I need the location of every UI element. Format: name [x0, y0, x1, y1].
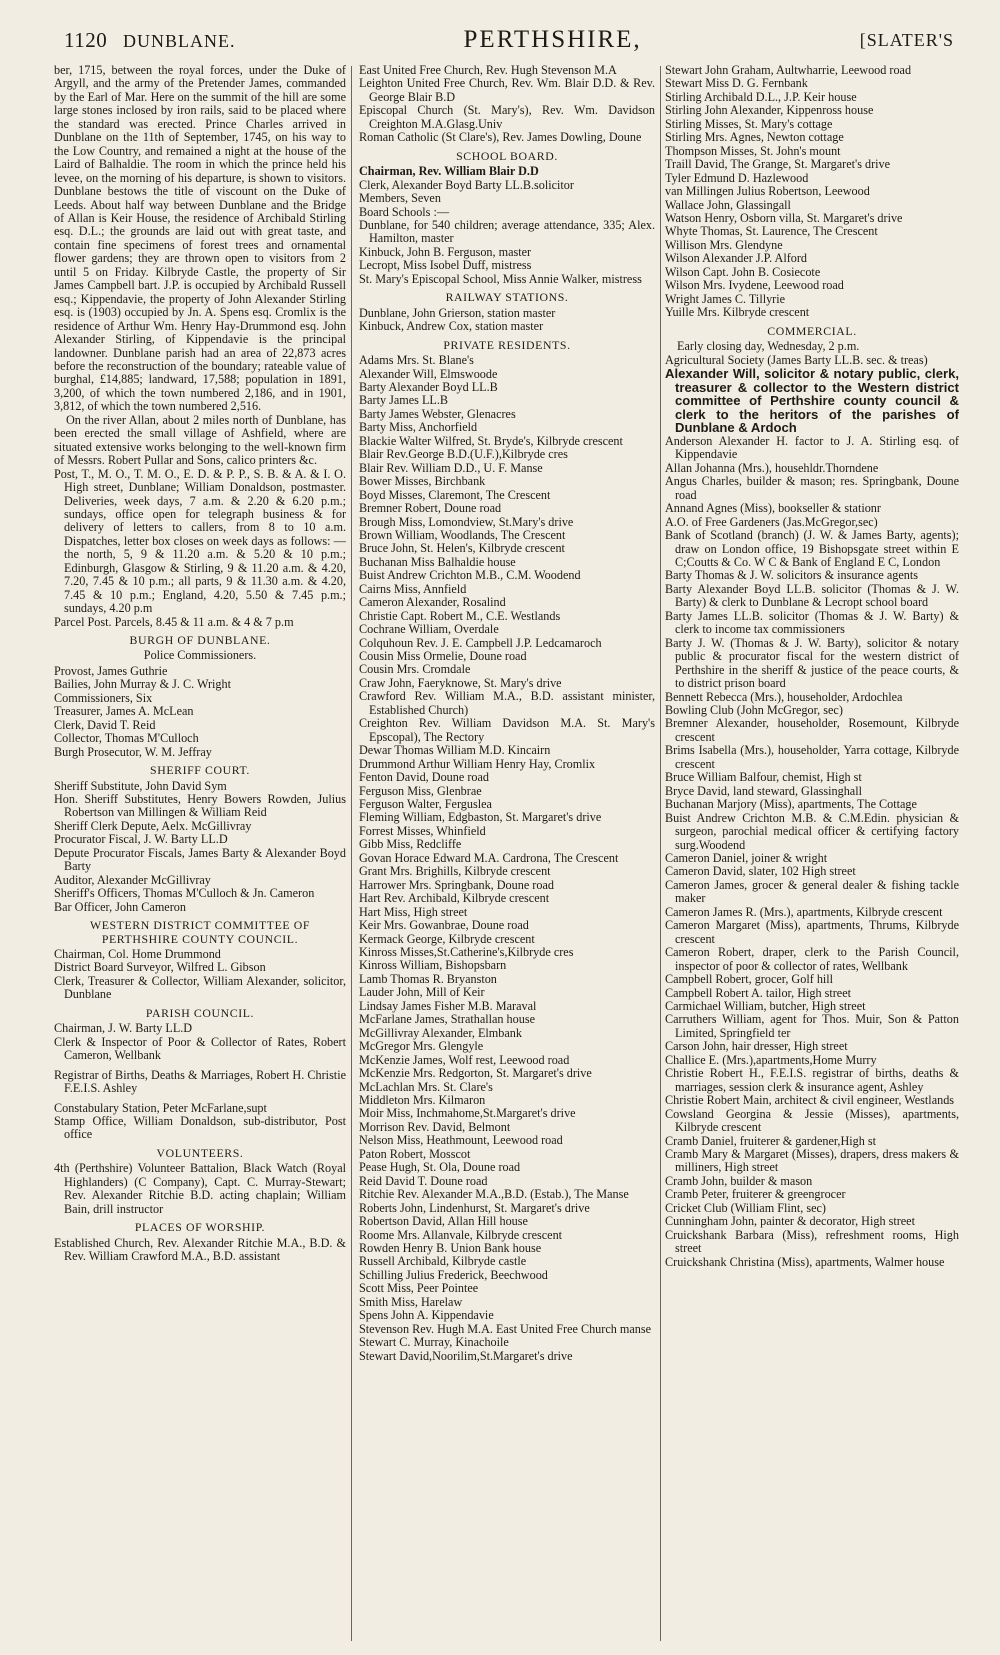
list-entry: McFarlane James, Strathallan house — [359, 1012, 535, 1027]
post-office-entry: Post, T., M. O., T. M. O., E. D. & P. P., S. B. & A. & I. O. High street, Dunblane; William Donaldson, postmaster. Deliveries, week days, 7 a.m. & 2.20 & 6.20 p.m.; sundays, office open for telegraph business & for delivery of letters to callers, from 8 to 10 a.m. Dispatches, letter box closes on week days as follows: —the north, 5, 9 & 11.20 a.m. & 5.20 & 10 p.m.; Edinburgh, Glasgow & Stirling, 9 & 11.20 a.m. & 4.20, 7.20, 7.45 & 10 p.m.; all parts, 9 & 11.30 a.m. & 4.20, 7.45 & 10 p.m.; England, 4.20, 5.50 & 7.45 p.m.; sundays, 4.20 p.m — [54, 466, 346, 616]
page-header — [64, 20, 954, 60]
list-entry: Cowsland Georgina & Jessie (Misses), apartments, Kilbryde crescent — [665, 1106, 959, 1135]
list-entry: Ritchie Rev. Alexander M.A.,B.D. (Estab.), The Manse — [359, 1187, 629, 1202]
column-2 — [359, 64, 655, 1644]
header-left — [64, 28, 245, 53]
list-entry: Lindsay James Fisher M.B. Maraval — [359, 998, 537, 1013]
list-entry: Stewart David,Noorilim,St.Margaret's drive — [359, 1348, 573, 1363]
list-entry: Lamb Thomas R. Bryanston — [359, 971, 497, 986]
list-entry: Bryce David, land steward, Glassinghall — [665, 783, 862, 798]
list-entry: Stirling Misses, St. Mary's cottage — [665, 116, 833, 131]
list-entry: Sheriff Clerk Depute, Aelx. McGillivray — [54, 818, 252, 833]
section-heading: COMMERCIAL. — [767, 323, 857, 338]
list-entry: Brough Miss, Lomondview, St.Mary's drive — [359, 514, 574, 529]
list-entry: Christie Robert Main, architect & civil engineer, Westlands — [665, 1093, 955, 1108]
list-entry: Blair Rev. William D.D., U. F. Manse — [359, 460, 543, 475]
list-entry: Colquhoun Rev. J. E. Campbell J.P. Ledcamaroch — [359, 635, 602, 650]
list-entry: Alexander Will, Elmswoode — [359, 366, 498, 381]
early-closing-entry: Early closing day, Wednesday, 2 p.m. — [677, 339, 860, 354]
list-entry: Ferguson Walter, Ferguslea — [359, 797, 492, 812]
list-entry: Bar Officer, John Cameron — [54, 899, 186, 914]
list-entry: Agricultural Society (James Barty LL.B. sec. & treas) — [665, 352, 928, 367]
list-entry: Cunningham John, painter & decorator, High street — [665, 1214, 915, 1229]
section-heading: PRIVATE RESIDENTS. — [443, 337, 571, 352]
list-entry: Chairman, Rev. William Blair D.D — [359, 164, 539, 179]
list-entry: Blackie Walter Wilfred, St. Bryde's, Kilbryde crescent — [359, 433, 623, 448]
list-entry: Clerk, Treasurer & Collector, William Alexander, solicitor, Dunblane — [54, 973, 346, 1002]
list-entry: McKenzie James, Wolf rest, Leewood road — [359, 1052, 570, 1067]
section-heading: PLACES OF WORSHIP. — [134, 1220, 266, 1235]
list-entry: Campbell Robert, grocer, Golf hill — [665, 972, 834, 987]
list-entry: Cameron David, slater, 102 High street — [665, 864, 856, 879]
private-residents-list — [359, 354, 655, 1363]
publisher-name: [SLATER'S — [859, 29, 954, 50]
list-entry: Cramb Peter, fruiterer & greengrocer — [665, 1187, 846, 1202]
list-entry: Wallace John, Glassingall — [665, 197, 791, 212]
list-entry: Morrison Rev. David, Belmont — [359, 1119, 511, 1134]
history-paragraph: ber, 1715, between the royal forces, under the Duke of Argyll, and the army of the Pretender James, commanded by the Earl of Mar. Here on the summit of the hill are some large stones inclosed by iron rails, said to be placed where the standard was erected. Prince Charles arrived in Dunblane on the 11th of September, 1745, on his way to the Low Country, and remained a night at the house of the Laird of Balhaldie. The room in which the prince held his levee, on the morning of his departure, is shown to visitors. Dunblane bestows the title of viscount on the Duke of Leeds. About half way between Dunblane and the Bridge of Allan is Keir House, the residence of Archibald Stirling esq. D.L.; the grounds are laid out with great taste, and contain fine specimens of forest trees and ornamental flower gardens; they are thrown open to visitors from 2 until 5 on Friday. Kilbryde Castle, the property of Sir James Campbell bart. J.P. is occupied by Archibald Russell esq.; Kippendavie, the property of John Alexander Stirling esq. is (1903) occupied by Jn. A. Spens esq. Cromlix is the residence of Arthur Wm. Henry Hay-Drummond esq. John Alexander Stirling, of Kippendavie is the principal landowner. Dunblane parish had an area of 22,873 acres before the reconstruction of the boundary; rateable value of burghal, £14,885; landward, 17,588; population in 1891, 3,200, of which the town numbered 2,186, and in 1901, 3,812, of which the town numbered 2,516. — [54, 64, 346, 414]
list-entry: Fenton David, Doune road — [359, 770, 489, 785]
list-entry: Nelson Miss, Heathmount, Leewood road — [359, 1133, 563, 1148]
county-title: PERTHSHIRE, — [463, 26, 642, 53]
list-entry: Barty Thomas & J. W. solicitors & insurance agents — [665, 568, 918, 583]
list-entry: Hon. Sheriff Substitutes, Henry Bowers Rowden, Julius Robertson van Millingen & William Reid — [54, 792, 346, 820]
list-entry: Creighton Rev. William Davidson M.A. St. Mary's Epscopal), The Rectory — [359, 716, 655, 744]
list-entry: Schilling Julius Frederick, Beechwood — [359, 1267, 548, 1282]
list-entry: McGillivray Alexander, Elmbank — [359, 1025, 522, 1040]
list-entry: Cairns Miss, Annfield — [359, 581, 467, 596]
list-entry: Rowden Henry B. Union Bank house — [359, 1240, 542, 1255]
list-entry: A.O. of Free Gardeners (Jas.McGregor,sec) — [665, 514, 878, 529]
list-entry: Keir Mrs. Gowanbrae, Doune road — [359, 918, 529, 933]
list-entry: Kinbuck, Andrew Cox, station master — [359, 319, 544, 334]
section-heading: SHERIFF COURT. — [150, 763, 250, 778]
list-entry: Barty James LL.B — [359, 393, 449, 408]
list-entry: Dunblane, for 540 children; average attendance, 335; Alex. Hamilton, master — [359, 217, 655, 246]
list-entry: Bank of Scotland (branch) (J. W. & James Barty, agents); draw on London office, 19 Bishopsgate street within E C;Coutts & Co. W C & Bank of England E C, London — [665, 528, 959, 570]
list-entry: Cochrane William, Overdale — [359, 622, 499, 637]
list-entry: Wilson Mrs. Ivydene, Leewood road — [665, 278, 844, 293]
list-entry: Depute Procurator Fiscals, James Barty & Alexander Boyd Barty — [54, 845, 346, 874]
section-subheading: Police Commissioners. — [143, 648, 257, 663]
list-entry: Adams Mrs. St. Blane's — [359, 353, 474, 368]
list-entry: Carruthers William, agent for Thos. Muir, Son & Patton Limited, Springfield ter — [665, 1012, 959, 1040]
list-entry: Spens John A. Kippendavie — [359, 1308, 494, 1323]
worship-entry: Established Church, Rev. Alexander Ritchie M.A., B.D. & Rev. William Crawford M.A., B.D. assistant — [54, 1235, 346, 1264]
section-heading: BURGH OF DUNBLANE. — [129, 633, 271, 648]
list-entry: Bruce William Balfour, chemist, High st — [665, 770, 862, 785]
list-entry: Moir Miss, Inchmahome,St.Margaret's drive — [359, 1106, 576, 1121]
list-entry: Stewart Miss D. G. Fernbank — [665, 76, 808, 91]
list-entry: Sheriff's Officers, Thomas M'Culloch & Jn. Cameron — [54, 886, 315, 901]
list-entry: Whyte Thomas, St. Laurence, The Crescent — [665, 224, 878, 239]
list-entry: Angus Charles, builder & mason; res. Springbank, Doune road — [665, 474, 959, 502]
list-entry: Bowling Club (John McGregor, sec) — [665, 703, 843, 717]
list-entry: Christie Capt. Robert M., C.E. Westlands — [359, 608, 561, 623]
list-entry: Cramb Mary & Margaret (Misses), drapers, dress makers & milliners, High street — [665, 1146, 959, 1175]
list-entry: Fleming William, Edgbaston, St. Margaret's drive — [359, 810, 602, 825]
list-entry: McGregor Mrs. Glengyle — [359, 1039, 484, 1054]
section-heading: VOLUNTEERS. — [156, 1145, 244, 1160]
list-entry: Cousin Mrs. Cromdale — [359, 662, 471, 677]
list-entry: Blair Rev.George B.D.(U.F.),Kilbryde cres — [359, 447, 568, 462]
list-entry: Hart Miss, High street — [359, 904, 468, 919]
list-entry: Cameron Alexander, Rosalind — [359, 595, 506, 610]
list-entry: Watson Henry, Osborn villa, St. Margaret's drive — [665, 210, 903, 225]
page-number: 1120 — [64, 27, 108, 52]
section-heading: RAILWAY STATIONS. — [445, 290, 569, 305]
list-entry: Buchanan Miss Balhaldie house — [359, 554, 516, 569]
list-entry: Stamp Office, William Donaldson, sub-distributor, Post office — [54, 1113, 346, 1142]
list-entry: Barty James LL.B. solicitor (Thomas & J. W. Barty) & clerk to income tax commissioners — [665, 608, 959, 637]
worship-list — [359, 64, 655, 145]
list-entry: McKenzie Mrs. Redgorton, St. Margaret's drive — [359, 1066, 592, 1081]
list-entry: Auditor, Alexander McGillivray — [54, 872, 211, 887]
registrar-entry: Registrar of Births, Deaths & Marriages, Robert H. Christie F.E.I.S. Ashley — [54, 1067, 346, 1096]
volunteers-entry: 4th (Perthshire) Volunteer Battalion, Black Watch (Royal Highlanders) (C Company), Capt. C. Murray-Stewart; Rev. Alexander Ritchie B.D. acting chaplain; William Bain, drill instructor — [54, 1161, 346, 1216]
list-entry: Dewar Thomas William M.D. Kincairn — [359, 743, 551, 758]
list-entry: Wilson Alexander J.P. Alford — [665, 251, 808, 266]
list-entry: Cameron Daniel, joiner & wright — [665, 850, 828, 865]
list-entry: Grant Mrs. Brighills, Kilbryde crescent — [359, 864, 551, 879]
ashfield-paragraph: On the river Allan, about 2 miles north of Dunblane, has been erected the small village of Ashfield, where are situated extensive works belonging to the well-known firm of Messrs. Robert Pullar and Sons, calico printers &c. — [54, 412, 346, 468]
list-entry: Anderson Alexander H. factor to J. A. Stirling esq. of Kippendavie — [665, 433, 959, 462]
list-entry: Treasurer, James A. McLean — [54, 704, 194, 719]
list-entry: Stevenson Rev. Hugh M.A. East United Free Church manse — [359, 1321, 651, 1336]
list-entry: Cameron Margaret (Miss), apartments, Thrums, Kilbryde crescent — [665, 918, 959, 946]
list-entry: Buchanan Marjory (Miss), apartments, The Cottage — [665, 797, 917, 812]
list-entry: Roman Catholic (St Clare's), Rev. James Dowling, Doune — [359, 130, 642, 145]
list-entry: Bennett Rebecca (Mrs.), householder, Ardochlea — [665, 689, 903, 704]
list-entry: Barty Miss, Anchorfield — [359, 420, 478, 435]
list-entry: Barty James Webster, Glenacres — [359, 406, 516, 421]
list-entry: Leighton United Free Church, Rev. Wm. Blair D.D. & Rev. George Blair B.D — [359, 76, 655, 104]
column-rule — [351, 66, 352, 1641]
list-entry: Traill David, The Grange, St. Margaret's drive — [665, 157, 891, 172]
list-entry: Dunblane, John Grierson, station master — [359, 305, 556, 320]
list-entry: Annand Agnes (Miss), bookseller & stationr — [665, 501, 881, 516]
section-heading: SCHOOL BOARD. — [456, 148, 558, 163]
list-entry: Lauder John, Mill of Keir — [359, 985, 485, 1000]
list-entry: Constabulary Station, Peter McFarlane,supt — [54, 1100, 267, 1115]
list-entry: Board Schools :— — [359, 204, 450, 219]
list-entry: Hart Rev. Archibald, Kilbryde crescent — [359, 891, 550, 906]
list-entry: Wright James C. Tillyrie — [665, 291, 786, 306]
list-entry: Reid David T. Doune road — [359, 1173, 488, 1188]
list-entry: Stirling John Alexander, Kippenross house — [665, 103, 874, 118]
list-entry: Alexander Will, solicitor & notary public, clerk, treasurer & collector to the Western district committee of Perthshire county council & clerk to the heritors of the parishes of Dunblane & Ardoch — [665, 365, 959, 436]
list-entry: Chairman, Col. Home Drummond — [54, 947, 221, 961]
list-entry: Harrower Mrs. Springbank, Doune road — [359, 877, 554, 892]
list-entry: Collector, Thomas M'Culloch — [54, 731, 199, 746]
list-entry: Bremner Robert, Doune road — [359, 501, 502, 516]
list-entry: Pease Hugh, St. Ola, Doune road — [359, 1160, 521, 1175]
column-rule — [660, 66, 661, 1641]
list-entry: Members, Seven — [359, 191, 441, 206]
list-entry: Willison Mrs. Glendyne — [665, 237, 783, 252]
list-entry: McLachlan Mrs. St. Clare's — [359, 1079, 493, 1094]
list-entry: Stirling Archibald D.L., J.P. Keir house — [665, 89, 857, 104]
school-board-list — [359, 165, 655, 286]
section-heading: WESTERN DISTRICT COMMITTEE OF PERTHSHIRE COUNTY COUNCIL. — [89, 918, 311, 946]
list-entry: Clerk, Alexander Boyd Barty LL.B.solicitor — [359, 177, 574, 192]
list-entry: Brims Isabella (Mrs.), householder, Yarra cottage, Kilbryde crescent — [665, 743, 959, 771]
list-entry: Smith Miss, Harelaw — [359, 1294, 463, 1309]
list-entry: Cameron James, grocer & general dealer & fishing tackle maker — [665, 877, 959, 906]
list-entry: Boyd Misses, Claremont, The Crescent — [359, 487, 551, 502]
list-entry: Commissioners, Six — [54, 690, 153, 705]
list-entry: Wilson Capt. John B. Cosiecote — [665, 264, 821, 279]
list-entry: Robertson David, Allan Hill house — [359, 1214, 528, 1229]
list-entry: Cameron James R. (Mrs.), apartments, Kilbryde crescent — [665, 904, 943, 919]
place-name: DUNBLANE. — [122, 30, 236, 51]
list-entry: Campbell Robert A. tailor, High street — [665, 985, 852, 1000]
list-entry: Roberts John, Lindenhurst, St. Margaret's drive — [359, 1200, 590, 1215]
list-entry: Roome Mrs. Allanvale, Kilbryde crescent — [359, 1227, 563, 1242]
list-entry: Russell Archibald, Kilbryde castle — [359, 1254, 527, 1269]
list-entry: Procurator Fiscal, J. W. Barty LL.D — [54, 832, 228, 847]
list-entry: Ferguson Miss, Glenbrae — [359, 783, 482, 798]
list-entry: Drummond Arthur William Henry Hay, Cromlix — [359, 756, 596, 771]
parcel-post-entry: Parcel Post. Parcels, 8.45 & 11 a.m. & 4 & 7 p.m — [54, 614, 294, 629]
list-entry: Paton Robert, Mosscot — [359, 1146, 471, 1161]
list-entry: Stirling Mrs. Agnes, Newton cottage — [665, 130, 844, 145]
list-entry: Cramb John, builder & mason — [665, 1173, 813, 1188]
list-entry: Crawford Rev. William M.A., B.D. assistant minister, Established Church) — [359, 689, 655, 717]
list-entry: Barty J. W. (Thomas & J. W. Barty), solicitor & notary public & procurator fiscal for the western district of Perthshire in the sheriff & justice of the peace courts, & to district prison board — [665, 635, 959, 691]
list-entry: Bailies, John Murray & J. C. Wright — [54, 677, 232, 692]
list-entry: Clerk, David T. Reid — [54, 717, 156, 732]
list-entry: Cramb Daniel, fruiterer & gardener,High st — [665, 1133, 877, 1148]
list-entry: Stewart John Graham, Aultwharrie, Leewood road — [665, 64, 912, 77]
list-entry: Gibb Miss, Redcliffe — [359, 837, 462, 852]
commercial-list — [665, 354, 959, 1270]
constabulary-list — [54, 1102, 346, 1142]
list-entry: Thompson Misses, St. John's mount — [665, 143, 841, 158]
list-entry: Allan Johanna (Mrs.), househldr.Thorndene — [665, 460, 879, 475]
list-entry: Lecropt, Miss Isobel Duff, mistress — [359, 258, 532, 273]
parish-council-list — [54, 1022, 346, 1062]
list-entry: Kinbuck, John B. Ferguson, master — [359, 244, 532, 259]
list-entry: Carson John, hair dresser, High street — [665, 1039, 848, 1054]
list-entry: Bremner Alexander, householder, Rosemount, Kilbryde crescent — [665, 716, 959, 744]
list-entry: Forrest Misses, Whinfield — [359, 823, 486, 838]
list-entry: Craw John, Faeryknowe, St. Mary's drive — [359, 675, 562, 690]
list-entry: Middleton Mrs. Kilmaron — [359, 1092, 486, 1107]
column-1 — [54, 64, 346, 1644]
railway-list — [359, 307, 655, 334]
list-entry: Stewart C. Murray, Kinachoile — [359, 1335, 509, 1350]
list-entry: van Millingen Julius Robertson, Leewood — [665, 184, 870, 199]
private-residents-continued — [665, 64, 959, 320]
list-entry: Cricket Club (William Flint, sec) — [665, 1200, 826, 1215]
list-entry: Cousin Miss Ormelie, Doune road — [359, 649, 527, 664]
list-entry: St. Mary's Episcopal School, Miss Annie Walker, mistress — [359, 271, 642, 286]
column-3 — [665, 64, 959, 1644]
burgh-list — [54, 665, 346, 759]
list-entry: Barty Alexander Boyd LL.B. solicitor (Thomas & J. W. Barty) & clerk to Dunblane & Lecropt school board — [665, 581, 959, 610]
list-entry: Provost, James Guthrie — [54, 663, 168, 678]
list-entry: Scott Miss, Peer Pointee — [359, 1281, 479, 1296]
list-entry: Buist Andrew Crichton M.B., C.M. Woodend — [359, 568, 581, 583]
list-entry: Govan Horace Edward M.A. Cardrona, The Crescent — [359, 850, 619, 865]
list-entry: Buist Andrew Crichton M.B. & C.M.Edin. physician & surgeon, parochial medical officer & certifying factory surg.Woodend — [665, 810, 959, 852]
list-entry: Kinross Misses,St.Catherine's,Kilbryde cres — [359, 945, 574, 959]
list-entry: Burgh Prosecutor, W. M. Jeffray — [54, 744, 212, 759]
list-entry: Sheriff Substitute, John David Sym — [54, 778, 227, 793]
list-entry: Kinross William, Bishopsbarn — [359, 958, 507, 973]
list-entry: Cameron Robert, draper, clerk to the Parish Council, inspector of poor & collector of rates, Wellbank — [665, 945, 959, 973]
list-entry: Episcopal Church (St. Mary's), Rev. Wm. Davidson Creighton M.A.Glasg.Univ — [359, 103, 655, 131]
list-entry: Cruickshank Barbara (Miss), refreshment rooms, High street — [665, 1227, 959, 1256]
list-entry: East United Free Church, Rev. Hugh Stevenson M.A — [359, 64, 617, 77]
list-entry: Chairman, J. W. Barty LL.D — [54, 1021, 193, 1036]
list-entry: Bruce John, St. Helen's, Kilbryde crescent — [359, 541, 565, 556]
list-entry: Yuille Mrs. Kilbryde crescent — [665, 305, 810, 320]
list-entry: Tyler Edmund D. Hazlewood — [665, 170, 809, 185]
list-entry: Clerk & Inspector of Poor & Collector of Rates, Robert Cameron, Wellbank — [54, 1034, 346, 1063]
list-entry: Challice E. (Mrs.),apartments,Home Murry — [665, 1052, 877, 1067]
list-entry: Barty Alexander Boyd LL.B — [359, 379, 498, 394]
sheriff-list — [54, 780, 346, 915]
western-committee-list — [54, 948, 346, 1002]
list-entry: Bower Misses, Birchbank — [359, 474, 486, 489]
section-heading: PARISH COUNCIL. — [145, 1005, 255, 1020]
list-entry: Brown William, Woodlands, The Crescent — [359, 527, 566, 542]
list-entry: District Board Surveyor, Wilfred L. Gibson — [54, 960, 266, 975]
list-entry: Kermack George, Kilbryde crescent — [359, 931, 535, 946]
list-entry: Cruickshank Christina (Miss), apartments, Walmer house — [665, 1254, 945, 1269]
list-entry: Carmichael William, butcher, High street — [665, 998, 866, 1013]
list-entry: Christie Robert H., F.E.I.S. registrar of births, deaths & marriages, session clerk & insurance agent, Ashley — [665, 1066, 959, 1094]
